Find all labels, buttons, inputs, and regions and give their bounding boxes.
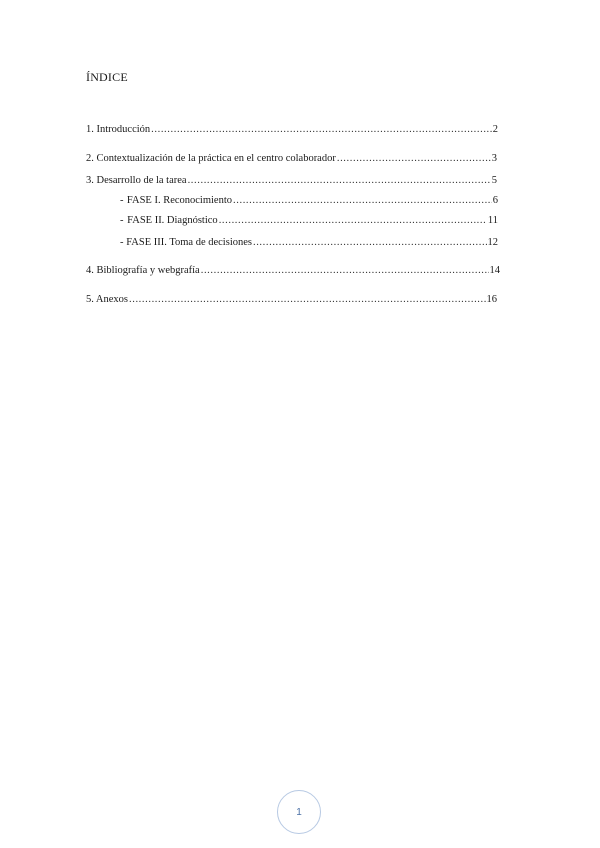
toc-leader-dots bbox=[253, 236, 487, 249]
toc-entry-page: 16 bbox=[486, 294, 497, 305]
toc-entry-page: 12 bbox=[487, 237, 498, 248]
toc-entry-label: 3. Desarrollo de la tarea bbox=[86, 175, 187, 186]
toc-entry-label: 4. Bibliografía y webgrafía bbox=[86, 265, 200, 276]
toc-entry-fase-2[interactable] bbox=[120, 214, 498, 227]
toc-entry-label: FASE III. Toma de decisiones bbox=[126, 237, 252, 248]
toc-leader-dots bbox=[129, 293, 486, 306]
toc-entry-label: FASE I. Reconocimiento bbox=[126, 195, 233, 206]
toc-entry-page: 5 bbox=[491, 175, 497, 186]
toc-entry-contextualizacion[interactable] bbox=[86, 152, 497, 165]
toc-entry-anexos[interactable] bbox=[86, 293, 497, 306]
toc-entry-desarrollo[interactable] bbox=[86, 174, 497, 187]
toc-leader-dots bbox=[151, 123, 492, 136]
toc-entry-introduccion[interactable] bbox=[86, 123, 498, 136]
toc-entry-page: 6 bbox=[492, 195, 498, 206]
toc-entry-label: FASE II. Diagnóstico bbox=[127, 215, 218, 226]
toc-entry-label: 2. Contextualización de la práctica en el centro colaborador bbox=[86, 153, 336, 164]
toc-entry-page: 3 bbox=[491, 153, 497, 164]
list-dash: - bbox=[120, 195, 124, 206]
list-dash: - bbox=[120, 215, 124, 226]
toc-entry-fase-3[interactable] bbox=[120, 236, 498, 249]
page-number: 1 bbox=[296, 806, 302, 818]
toc-entry-page: 2 bbox=[492, 124, 498, 135]
toc-entry-label: 1. Introducción bbox=[86, 124, 151, 135]
toc-leader-dots bbox=[219, 214, 487, 227]
page-number-badge bbox=[277, 790, 321, 834]
list-dash: - bbox=[120, 237, 124, 248]
toc-entry-fase-1[interactable] bbox=[120, 194, 498, 207]
toc-leader-dots bbox=[188, 174, 491, 187]
toc-entry-page: 11 bbox=[487, 215, 498, 226]
toc-entry-page: 14 bbox=[489, 265, 500, 276]
toc-leader-dots bbox=[337, 152, 491, 165]
toc-leader-dots bbox=[201, 264, 489, 277]
toc-leader-dots bbox=[233, 194, 492, 207]
toc-entry-label: 5. Anexos bbox=[86, 294, 128, 305]
toc-title: ÍNDICE bbox=[86, 70, 128, 84]
toc-entry-bibliografia[interactable] bbox=[86, 264, 500, 277]
